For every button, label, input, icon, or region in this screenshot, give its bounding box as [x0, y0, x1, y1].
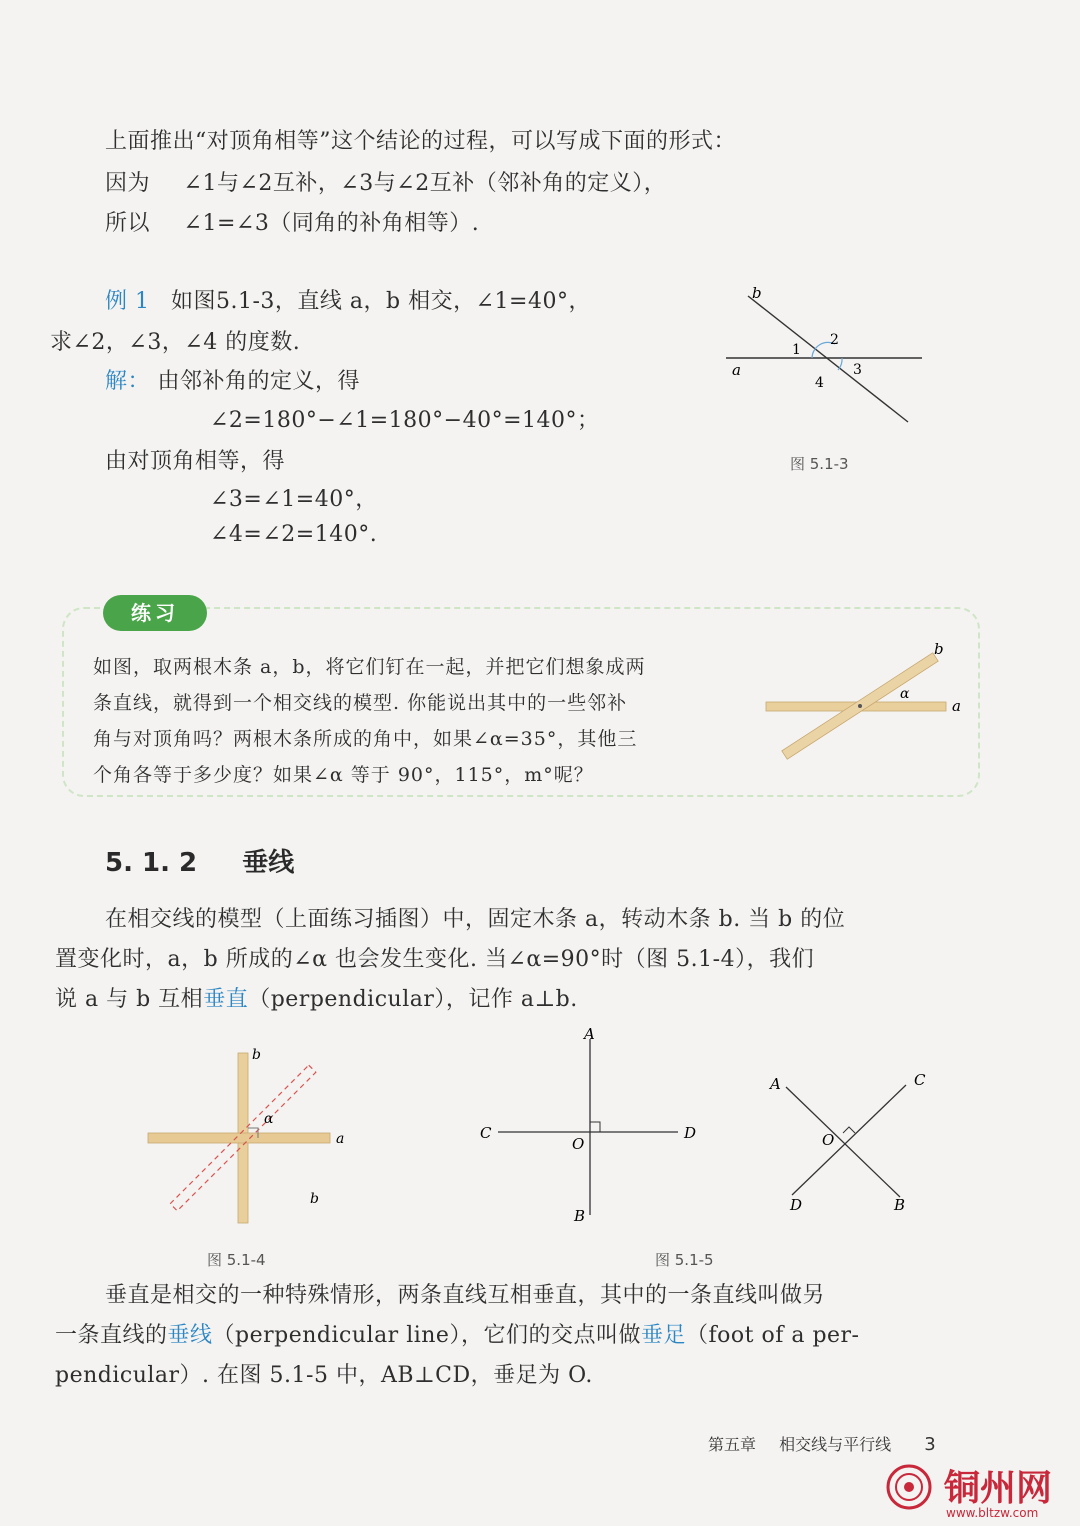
fig514-label-a: a — [336, 1131, 345, 1147]
solution-line-4: ∠3=∠1=40°， — [210, 487, 378, 512]
practice-line-1: 如图，取两根木条 a，b，将它们钉在一起，并把它们想象成两 — [93, 656, 646, 678]
page-number: 3 — [924, 1434, 936, 1455]
fig513-label-1: 1 — [792, 342, 801, 358]
fig515-caption: 图 5.1-5 — [655, 1251, 714, 1269]
section-heading — [105, 842, 294, 879]
para2-line-2 — [55, 1318, 860, 1349]
watermark-name: 铜州网 — [944, 1468, 1053, 1509]
intro-therefore-text: ∠1=∠3（同角的补角相等）. — [183, 211, 480, 236]
keyword-foot: 垂足 — [640, 1323, 686, 1348]
fig514-label-b: b — [252, 1047, 261, 1063]
watermark-logo-icon — [880, 1462, 938, 1512]
fig515-left-O: O — [572, 1135, 585, 1153]
line-CD-diag — [792, 1085, 906, 1195]
fig515-right-D: D — [790, 1196, 803, 1214]
example-question-1 — [105, 284, 591, 315]
practice-line-3: 角与对顶角吗？两根木条所成的角中，如果∠α=35°，其他三 — [93, 728, 638, 750]
para2-line-1: 垂直是相交的一种特殊情形，两条直线互相垂直，其中的一条直线叫做另 — [105, 1283, 826, 1308]
practice-line-4: 个角各等于多少度？如果∠α 等于 90°，115°，m°呢？ — [93, 764, 594, 786]
figure-5-1-5-left — [470, 1025, 710, 1225]
para2-l2-mid: （perpendicular line），它们的交点叫做 — [212, 1323, 641, 1348]
para1-line-1: 在相交线的模型（上面练习插图）中，固定木条 a，转动木条 b. 当 b 的位 — [105, 907, 846, 932]
solution-label: 解： — [105, 369, 151, 394]
fig514-label-b2: b — [310, 1191, 319, 1207]
para2-l2-post: （foot of a per- — [685, 1323, 860, 1348]
intro-line-2 — [105, 166, 666, 197]
example-question-text-1: 如图5.1-3，直线 a，b 相交，∠1=40°， — [171, 289, 591, 314]
right-angle-mark-right — [843, 1127, 855, 1133]
fig515-left-C: C — [480, 1124, 492, 1142]
solution-line-1 — [105, 364, 360, 395]
fig513-caption: 图 5.1-3 — [790, 455, 849, 473]
section-title: 垂线 — [242, 848, 295, 878]
figure-5-1-4 — [140, 1045, 360, 1230]
para1-line-3 — [55, 982, 578, 1013]
fig515-left-D: D — [684, 1124, 697, 1142]
para2-line-3: pendicular）. 在图 5.1-5 中，AB⊥CD，垂足为 O. — [55, 1363, 593, 1388]
fig514-label-alpha: α — [264, 1111, 274, 1127]
practice-fig-label-b: b — [934, 640, 944, 658]
strip-a-horizontal — [148, 1133, 330, 1143]
right-angle-mark-left — [590, 1122, 600, 1132]
figure-5-1-5-right — [760, 1065, 940, 1220]
intro-line-1: 上面推出“对顶角相等”这个结论的过程，可以写成下面的形式： — [105, 129, 736, 154]
intro-line-3 — [105, 206, 479, 237]
watermark-url: www.bltzw.com — [946, 1506, 1039, 1520]
keyword-perpendicular: 垂直 — [203, 987, 249, 1012]
practice-line-2: 条直线，就得到一个相交线的模型. 你能说出其中的一些邻补 — [93, 692, 628, 714]
intro-because-label: 因为 — [105, 171, 151, 196]
practice-figure — [760, 638, 970, 768]
solution-line-5: ∠4=∠2=140°. — [210, 522, 378, 547]
footer-chapter-title: 相交线与平行线 — [779, 1435, 892, 1454]
practice-fig-label-alpha: α — [900, 686, 910, 702]
figure-5-1-3 — [720, 280, 930, 430]
fig514-caption: 图 5.1-4 — [207, 1251, 266, 1269]
solution-line-3: 由对顶角相等，得 — [105, 449, 286, 474]
fig513-label-a: a — [732, 361, 741, 379]
line-AB-diag — [786, 1087, 900, 1197]
para1-l3-post: （perpendicular），记作 a⊥b. — [248, 987, 578, 1012]
intro-therefore-label: 所以 — [105, 211, 151, 236]
example-label: 例 1 — [105, 289, 150, 314]
fig513-label-b: b — [752, 284, 762, 302]
para1-l3-pre: 说 a 与 b 互相 — [55, 987, 204, 1012]
fig513-label-4: 4 — [815, 375, 824, 391]
solution-line-2: ∠2=180°−∠1=180°−40°=140°； — [210, 408, 600, 433]
nail-point — [858, 704, 862, 708]
footer-chapter: 第五章 — [708, 1435, 757, 1454]
fig515-left-A: A — [584, 1025, 595, 1043]
solution-text-1: 由邻补角的定义，得 — [157, 369, 361, 394]
fig515-right-C: C — [914, 1071, 926, 1089]
fig515-left-B: B — [574, 1207, 586, 1225]
para1-line-2: 置变化时，a，b 所成的∠α 也会发生变化. 当∠α=90°时（图 5.1-4），我们 — [55, 947, 815, 972]
section-number: 5. 1. 2 — [105, 848, 198, 878]
fig515-right-A: A — [770, 1075, 781, 1093]
fig515-right-B: B — [894, 1196, 906, 1214]
para2-l2-pre: 一条直线的 — [55, 1323, 168, 1348]
page-footer — [708, 1432, 936, 1455]
practice-fig-label-a: a — [952, 697, 961, 715]
fig513-label-3: 3 — [853, 362, 862, 378]
fig513-label-2: 2 — [830, 332, 839, 348]
line-b — [748, 296, 908, 422]
fig515-right-O: O — [822, 1131, 835, 1149]
example-question-2: 求∠2，∠3，∠4 的度数. — [50, 330, 301, 355]
keyword-perpendicular-line: 垂线 — [167, 1323, 213, 1348]
practice-tag: 练习 — [103, 595, 207, 631]
intro-because-text: ∠1与∠2互补，∠3与∠2互补（邻补角的定义）， — [183, 171, 667, 196]
